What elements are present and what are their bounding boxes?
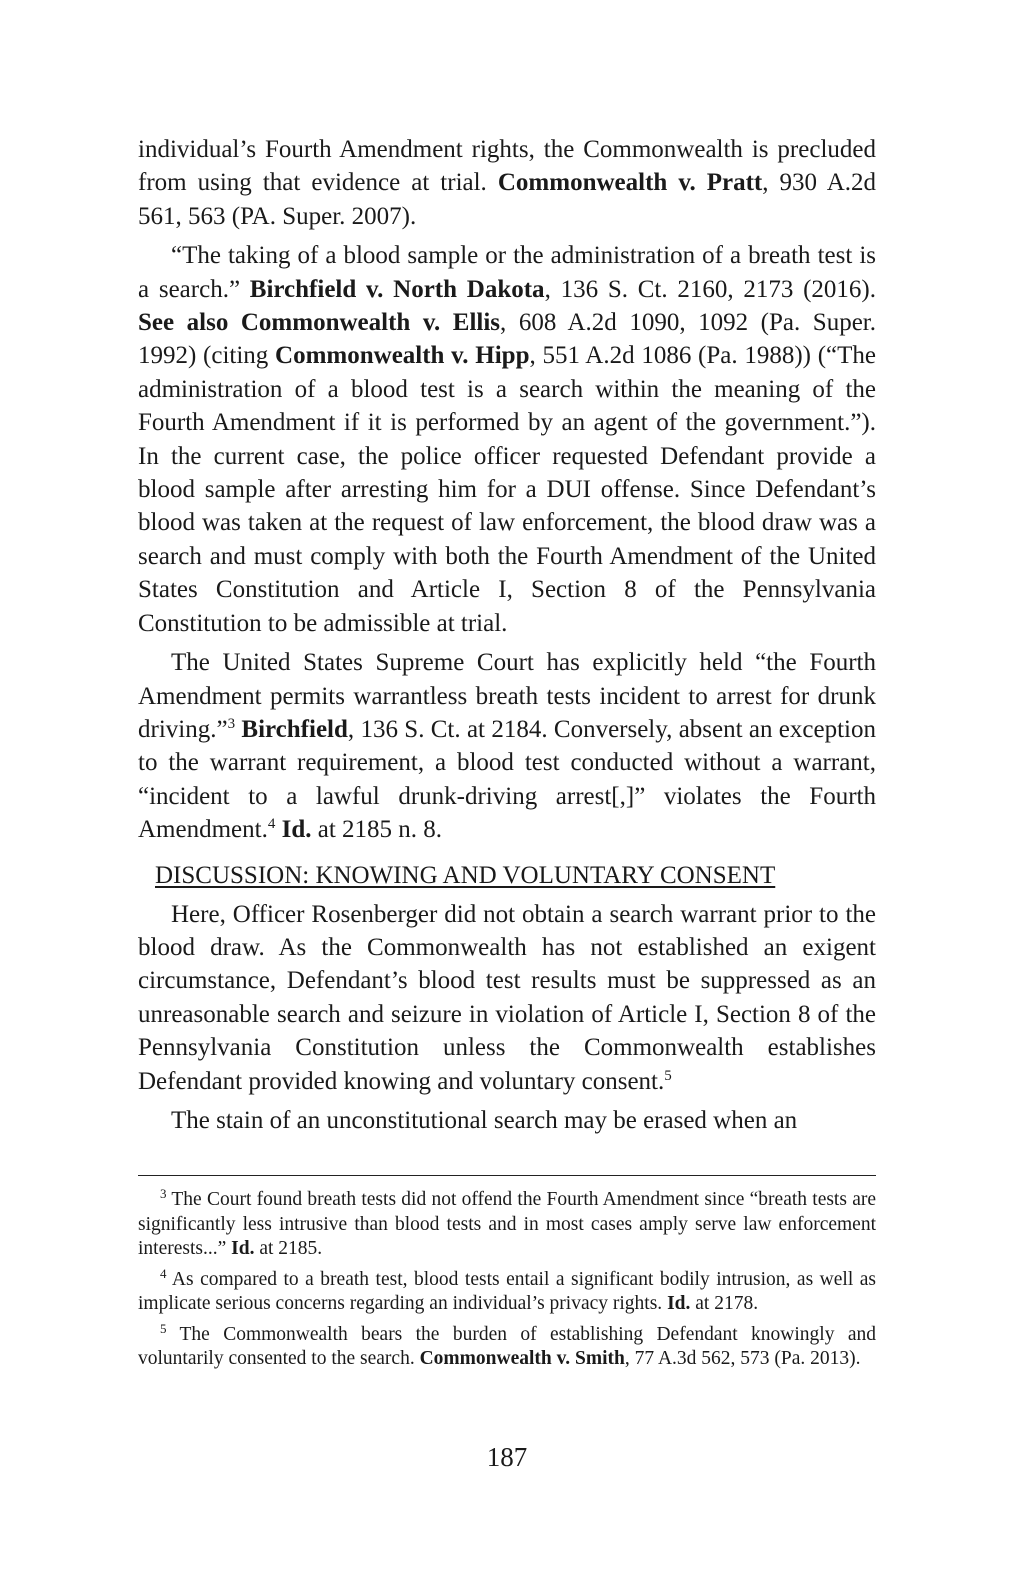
paragraph-5: The stain of an unconstitutional search may be erased when an (171, 1106, 798, 1134)
paragraph-2: “The taking of a blood sample or the administration of a breath test is a search.” Birchfield v. North Dakota, 136 S. Ct. 2160, 2173 (2016). See also Commonwealth v. Ellis, 608 A.2d 1090, 1092 (Pa. Super. 1992) (citing Commonwealth v. Hipp, 551 A.2d 1086 (Pa. 1988)) (“The administration of a blood test is a search within the meaning of the Fourth Amendment if it is performed by an agent of the government.”). In the current case, the police officer requested Defendant provide a blood sample after arresting him for a DUI offense. Since Defendant’s blood was taken at the request of law enforcement, the blood draw was a search and must comply with both the Fourth Amendment of the United States Constitution and Article I, Section 8 of the Pennsylvania Constitution to be admissible at trial. (138, 242, 876, 637)
paragraph-1: individual’s Fourth Amendment rights, the Commonwealth is precluded from using that evidence at trial. Commonwealth v. Pratt, 930 A.2d 561, 563 (PA. Super. 2007). (138, 136, 876, 230)
section-heading: DISCUSSION: KNOWING AND VOLUNTARY CONSENT (155, 861, 776, 889)
footnote-ref[interactable]: 4 (267, 816, 276, 833)
case-citation: Birchfield (241, 715, 348, 743)
page-number: 187 (486, 1442, 528, 1472)
paragraph-3: The United States Supreme Court has explicitly held “the Fourth Amendment permits warrantless breath tests incident to arrest for drunk driving.”$^3$ Birchfield, 136 S. Ct. at 2184. Conversely, absent an exception to the warrant requirement, a blood test conducted without a warrant, “incident to a lawful drunk-driving arrest[,]” violates the Fourth Amendment.$^4$ Id. at 2185 n. 8. (138, 649, 876, 844)
paragraph-4: Here, Officer Rosenberger did not obtain a search warrant prior to the blood draw. As the Commonwealth has not established an exigent circumstance, Defendant’s blood test results must be suppressed as an unreasonable search and seizure in violation of Article I, Section 8 of the Pennsylvania Constitution unless the Commonwealth establishes Defendant provided knowing and voluntary consent.$^5$ (138, 900, 876, 1095)
case-citation: Commonwealth v. Smith (419, 1348, 625, 1370)
case-citation: Commonwealth v. Pratt (497, 169, 763, 197)
footnote-ref[interactable]: 5 (664, 1067, 672, 1084)
footnote-3: $^3$ The Court found breath tests did not offend the Fourth Amendment since “breath tests are significantly less intrusive than blood tests and in most cases amply serve law enforcement interests...” Id. at 2185. (138, 1186, 876, 1260)
footnote-5: $^5$ The Commonwealth bears the burden of establishing Defendant knowingly and voluntarily consented to the search. Commonwealth v. Smith, 77 A.3d 562, 573 (Pa. 2013). (138, 1320, 876, 1370)
footnote-number: 5 (160, 1320, 167, 1336)
case-citation: Id. (231, 1238, 255, 1260)
footnote-4: $^4$ As compared to a breath test, blood tests entail a significant bodily intrusion, as well as implicate serious concerns regarding an individual’s privacy rights. Id. at 2178. (138, 1265, 876, 1315)
footnote-ref[interactable]: 3 (227, 715, 236, 732)
case-citation: Birchfield v. North Dakota (249, 275, 545, 303)
case-citation: See also Commonwealth v. Ellis (138, 309, 501, 337)
case-citation: Id. (667, 1293, 691, 1315)
case-citation: Id. (281, 816, 312, 844)
footnote-number: 3 (160, 1186, 167, 1202)
case-citation: Commonwealth v. Hipp (275, 342, 530, 370)
page-body (138, 133, 876, 1378)
footnote-divider (138, 1175, 876, 1176)
footnote-number: 4 (160, 1265, 167, 1281)
